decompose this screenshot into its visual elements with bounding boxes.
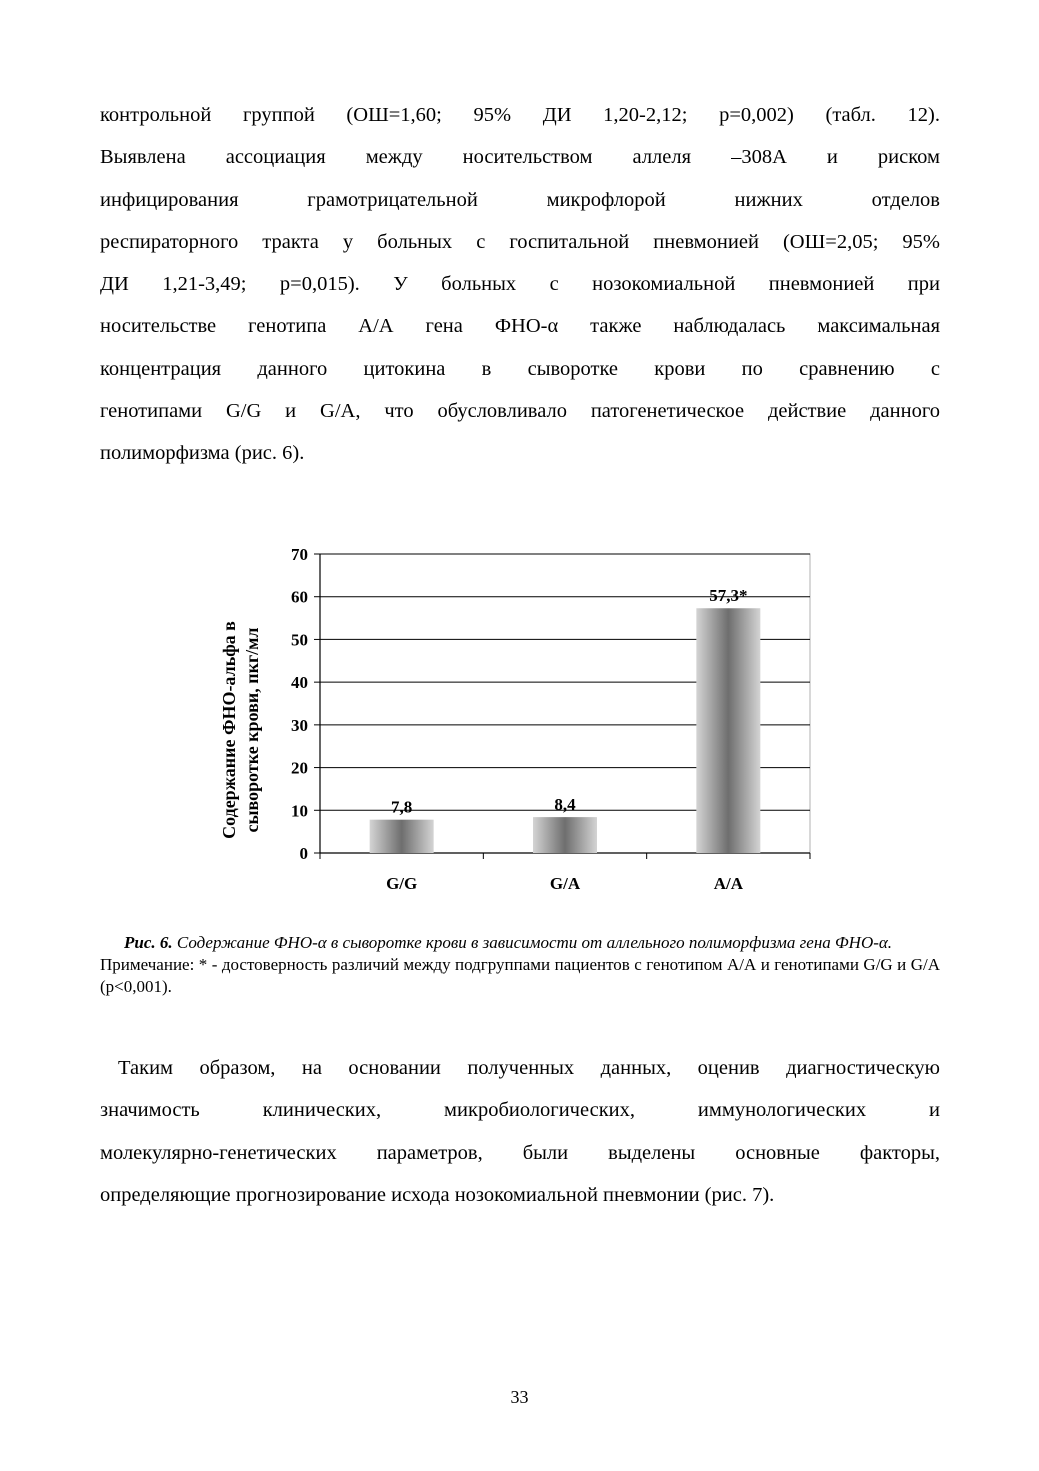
bar-g-g [370,820,434,853]
y-tick-label: 20 [291,758,308,778]
data-label: 57,3* [709,586,748,606]
x-tick-label: G/A [549,874,581,893]
text-line: Выявлена ассоциация между носительством аллеля –308А и риском [100,146,940,169]
y-tick-label: 40 [291,673,308,693]
y-axis-label-line-1: Содержание ФНО-альфа в [219,621,239,839]
text-line: респираторного тракта у больных с госпитальной пневмонией (ОШ=2,05; 95% [100,230,940,253]
bar-g-a [533,817,597,853]
x-tick-label: A/A [713,874,743,893]
y-tick-labels [291,545,308,863]
data-label: 7,8 [391,797,413,817]
figure-caption [100,932,940,998]
caption-label: Рис. 6. [124,933,173,952]
text-line: определяющие прогнозирование исхода нозокомиальной пневмонии (рис. 7). [100,1183,775,1206]
y-tick-label: 30 [291,715,308,735]
y-tick-label: 60 [291,587,308,607]
y-tick-label: 50 [291,630,308,650]
bar-a-a [696,608,760,853]
data-labels [391,586,747,816]
x-tick-labels [386,874,744,893]
body-paragraph-bottom [100,1047,940,1216]
caption-note: Примечание: * - достоверность различий между подгруппами пациентов с генотипом А/А и генотипами G/G и G/A (p<0,001). [100,955,940,996]
text-line: ДИ 1,21-3,49; р=0,015). У больных с нозокомиальной пневмонией при [100,273,940,296]
text-line: Таким образом, на основании полученных данных, оценив диагностическую [118,1057,940,1079]
text-line: носительстве генотипа А/А гена ФНО-α также наблюдалась максимальная [100,315,940,338]
text-line: значимость клинических, микробиологических, иммунологических и [100,1099,940,1122]
y-axis-label-line-2: сыворотке крови, пкг/мл [242,627,262,833]
caption-title [100,932,940,954]
bar-chart [205,540,835,900]
y-tick-label: 10 [291,801,308,821]
text-line: инфицирования грамотрицательной микрофлорой нижних отделов [100,188,940,211]
y-tick-label: 70 [291,545,308,564]
text-line: генотипами G/G и G/A, что обусловливало патогенетическое действие данного [100,400,940,423]
text-line: контрольной группой (ОШ=1,60; 95% ДИ 1,20-2,12; р=0,002) (табл. 12). [100,104,940,126]
y-tick-label: 0 [299,844,308,863]
text-line: молекулярно-генетических параметров, были выделены основные факторы, [100,1141,940,1164]
caption-text: Содержание ФНО-α в сыворотке крови в зависимости от аллельного полиморфизма гена ФНО-α. [176,933,893,952]
text-line: концентрация данного цитокина в сыворотке крови по сравнению с [100,357,940,380]
chart-bars [370,608,761,853]
x-tick-label: G/G [386,874,418,893]
body-paragraph-top [100,94,940,475]
text-line: полиморфизма (рис. 6). [100,442,305,465]
data-label: 8,4 [554,795,576,815]
page-number: 33 [510,1387,529,1407]
